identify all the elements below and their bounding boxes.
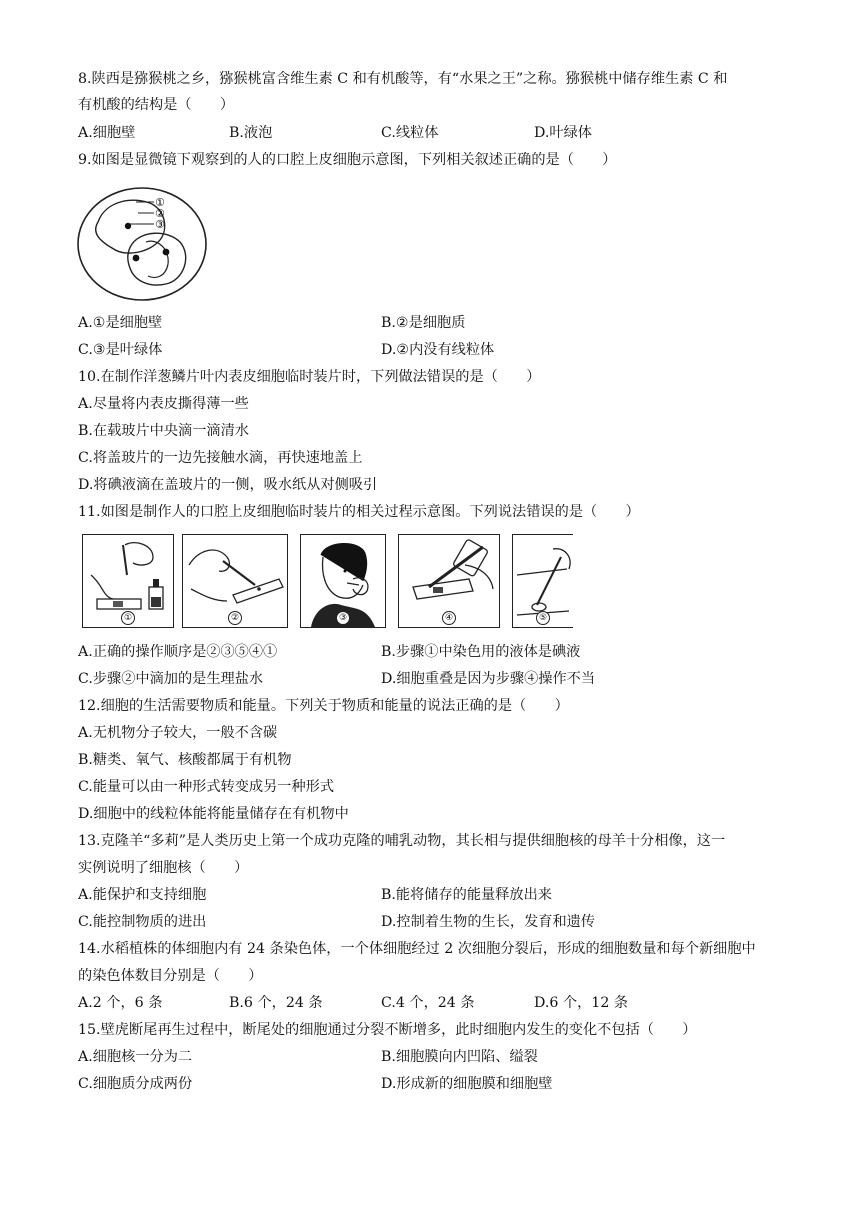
q14-option-c[interactable]: C.4 个，24 条 bbox=[381, 995, 475, 1011]
q11-option-c[interactable]: C.步骤②中滴加的是生理盐水 bbox=[78, 671, 264, 687]
cell-outline bbox=[146, 241, 168, 277]
q14-stem-line2: 的染色体数目分别是（ ） bbox=[78, 968, 263, 984]
q11-option-a[interactable]: A.正确的操作顺序是②③⑤④① bbox=[78, 644, 278, 660]
q12-option-a[interactable]: A.无机物分子较大，一般不含碳 bbox=[78, 725, 278, 741]
microscope-field-of-view bbox=[78, 188, 206, 300]
q11-stem: 11.如图是制作人的口腔上皮细胞临时装片的相关过程示意图。下列说法错误的是（ ） bbox=[78, 504, 640, 520]
q13-option-c[interactable]: C.能控制物质的进出 bbox=[78, 914, 207, 930]
step-number-1: ① bbox=[121, 611, 135, 625]
q10-option-d[interactable]: D.将碘液滴在盖玻片的一侧，吸水纸从对侧吸引 bbox=[78, 477, 378, 493]
step-panel-5 bbox=[512, 534, 573, 628]
q12-option-b[interactable]: B.糖类、氧气、核酸都属于有机物 bbox=[78, 752, 292, 768]
q10-stem: 10.在制作洋葱鳞片叶内表皮细胞临时装片时，下列做法错误的是（ ） bbox=[78, 369, 541, 385]
step-number-3: ③ bbox=[336, 611, 350, 625]
q10-option-b[interactable]: B.在载玻片中央滴一滴清水 bbox=[78, 423, 249, 439]
nucleus bbox=[133, 255, 140, 262]
q14-stem-line1: 14.水稻植株的体细胞内有 24 条染色体，一个体细胞经过 2 次细胞分裂后，形成的细胞数量和每个新细胞中 bbox=[78, 941, 756, 957]
label-2: ② bbox=[155, 207, 165, 220]
q10-option-a[interactable]: A.尽量将内表皮撕得薄一些 bbox=[78, 396, 249, 412]
q13-option-b[interactable]: B.能将储存的能量释放出来 bbox=[381, 887, 552, 903]
q8-stem-line1: 8.陕西是猕猴桃之乡，猕猴桃富含维生素 C 和有机酸等，有“水果之王”之称。猕猴桃中储存维生素 C 和 bbox=[78, 71, 728, 87]
q13-stem-line2: 实例说明了细胞核（ ） bbox=[78, 860, 249, 876]
q11-option-b[interactable]: B.步骤①中染色用的液体是碘液 bbox=[381, 644, 581, 660]
q9-option-d[interactable]: D.②内没有线粒体 bbox=[381, 342, 495, 358]
q9-option-a[interactable]: A.①是细胞壁 bbox=[78, 315, 163, 331]
q8-option-b[interactable]: B.液泡 bbox=[229, 125, 273, 141]
q12-option-d[interactable]: D.细胞中的线粒体能将能量储存在有机物中 bbox=[78, 806, 349, 822]
q12-option-c[interactable]: C.能量可以由一种形式转变成另一种形式 bbox=[78, 779, 335, 795]
label-1: ① bbox=[155, 196, 165, 209]
q10-option-c[interactable]: C.将盖玻片的一边先接触水滴，再快速地盖上 bbox=[78, 450, 363, 466]
step-panel-1 bbox=[82, 534, 174, 628]
step-panel-2 bbox=[182, 534, 288, 628]
q14-option-d[interactable]: D.6 个，12 条 bbox=[534, 995, 629, 1011]
nucleus bbox=[163, 249, 170, 256]
q15-stem: 15.壁虎断尾再生过程中，断尾处的细胞通过分裂不断增多，此时细胞内发生的变化不包括（ ） bbox=[78, 1022, 697, 1038]
q9-stem: 9.如图是显微镜下观察到的人的口腔上皮细胞示意图，下列相关叙述正确的是（ ） bbox=[78, 152, 617, 168]
cheek-cell-figure bbox=[76, 186, 208, 304]
q8-stem-line2: 有机酸的结构是（ ） bbox=[78, 97, 235, 113]
q9-option-b[interactable]: B.②是细胞质 bbox=[381, 315, 466, 331]
step-panel-4 bbox=[398, 534, 500, 628]
q15-option-d[interactable]: D.形成新的细胞膜和细胞壁 bbox=[381, 1076, 553, 1092]
q13-stem-line1: 13.克隆羊“多莉”是人类历史上第一个成功克隆的哺乳动物，其长相与提供细胞核的母羊十分相像，这一 bbox=[78, 833, 726, 849]
q12-stem: 12.细胞的生活需要物质和能量。下列关于物质和能量的说法正确的是（ ） bbox=[78, 698, 569, 714]
q15-option-a[interactable]: A.细胞核一分为二 bbox=[78, 1049, 193, 1065]
q8-option-a[interactable]: A.细胞壁 bbox=[78, 125, 136, 141]
q15-option-b[interactable]: B.细胞膜向内凹陷、缢裂 bbox=[381, 1049, 538, 1065]
step-panel-3 bbox=[300, 534, 386, 628]
q9-option-c[interactable]: C.③是叶绿体 bbox=[78, 342, 163, 358]
q13-option-d[interactable]: D.控制着生物的生长，发育和遗传 bbox=[381, 914, 596, 930]
q15-option-c[interactable]: C.细胞质分成两份 bbox=[78, 1076, 193, 1092]
step-number-2: ② bbox=[228, 611, 242, 625]
q11-option-d[interactable]: D.细胞重叠是因为步骤④操作不当 bbox=[381, 671, 596, 687]
q8-option-d[interactable]: D.叶绿体 bbox=[534, 125, 592, 141]
label-3: ③ bbox=[155, 218, 165, 231]
q14-option-b[interactable]: B.6 个，24 条 bbox=[229, 995, 323, 1011]
q8-option-c[interactable]: C.线粒体 bbox=[381, 125, 439, 141]
step-number-5: ⑤ bbox=[536, 611, 550, 625]
q13-option-a[interactable]: A.能保护和支持细胞 bbox=[78, 887, 207, 903]
q14-option-a[interactable]: A.2 个，6 条 bbox=[78, 995, 163, 1011]
step-number-4: ④ bbox=[442, 611, 456, 625]
